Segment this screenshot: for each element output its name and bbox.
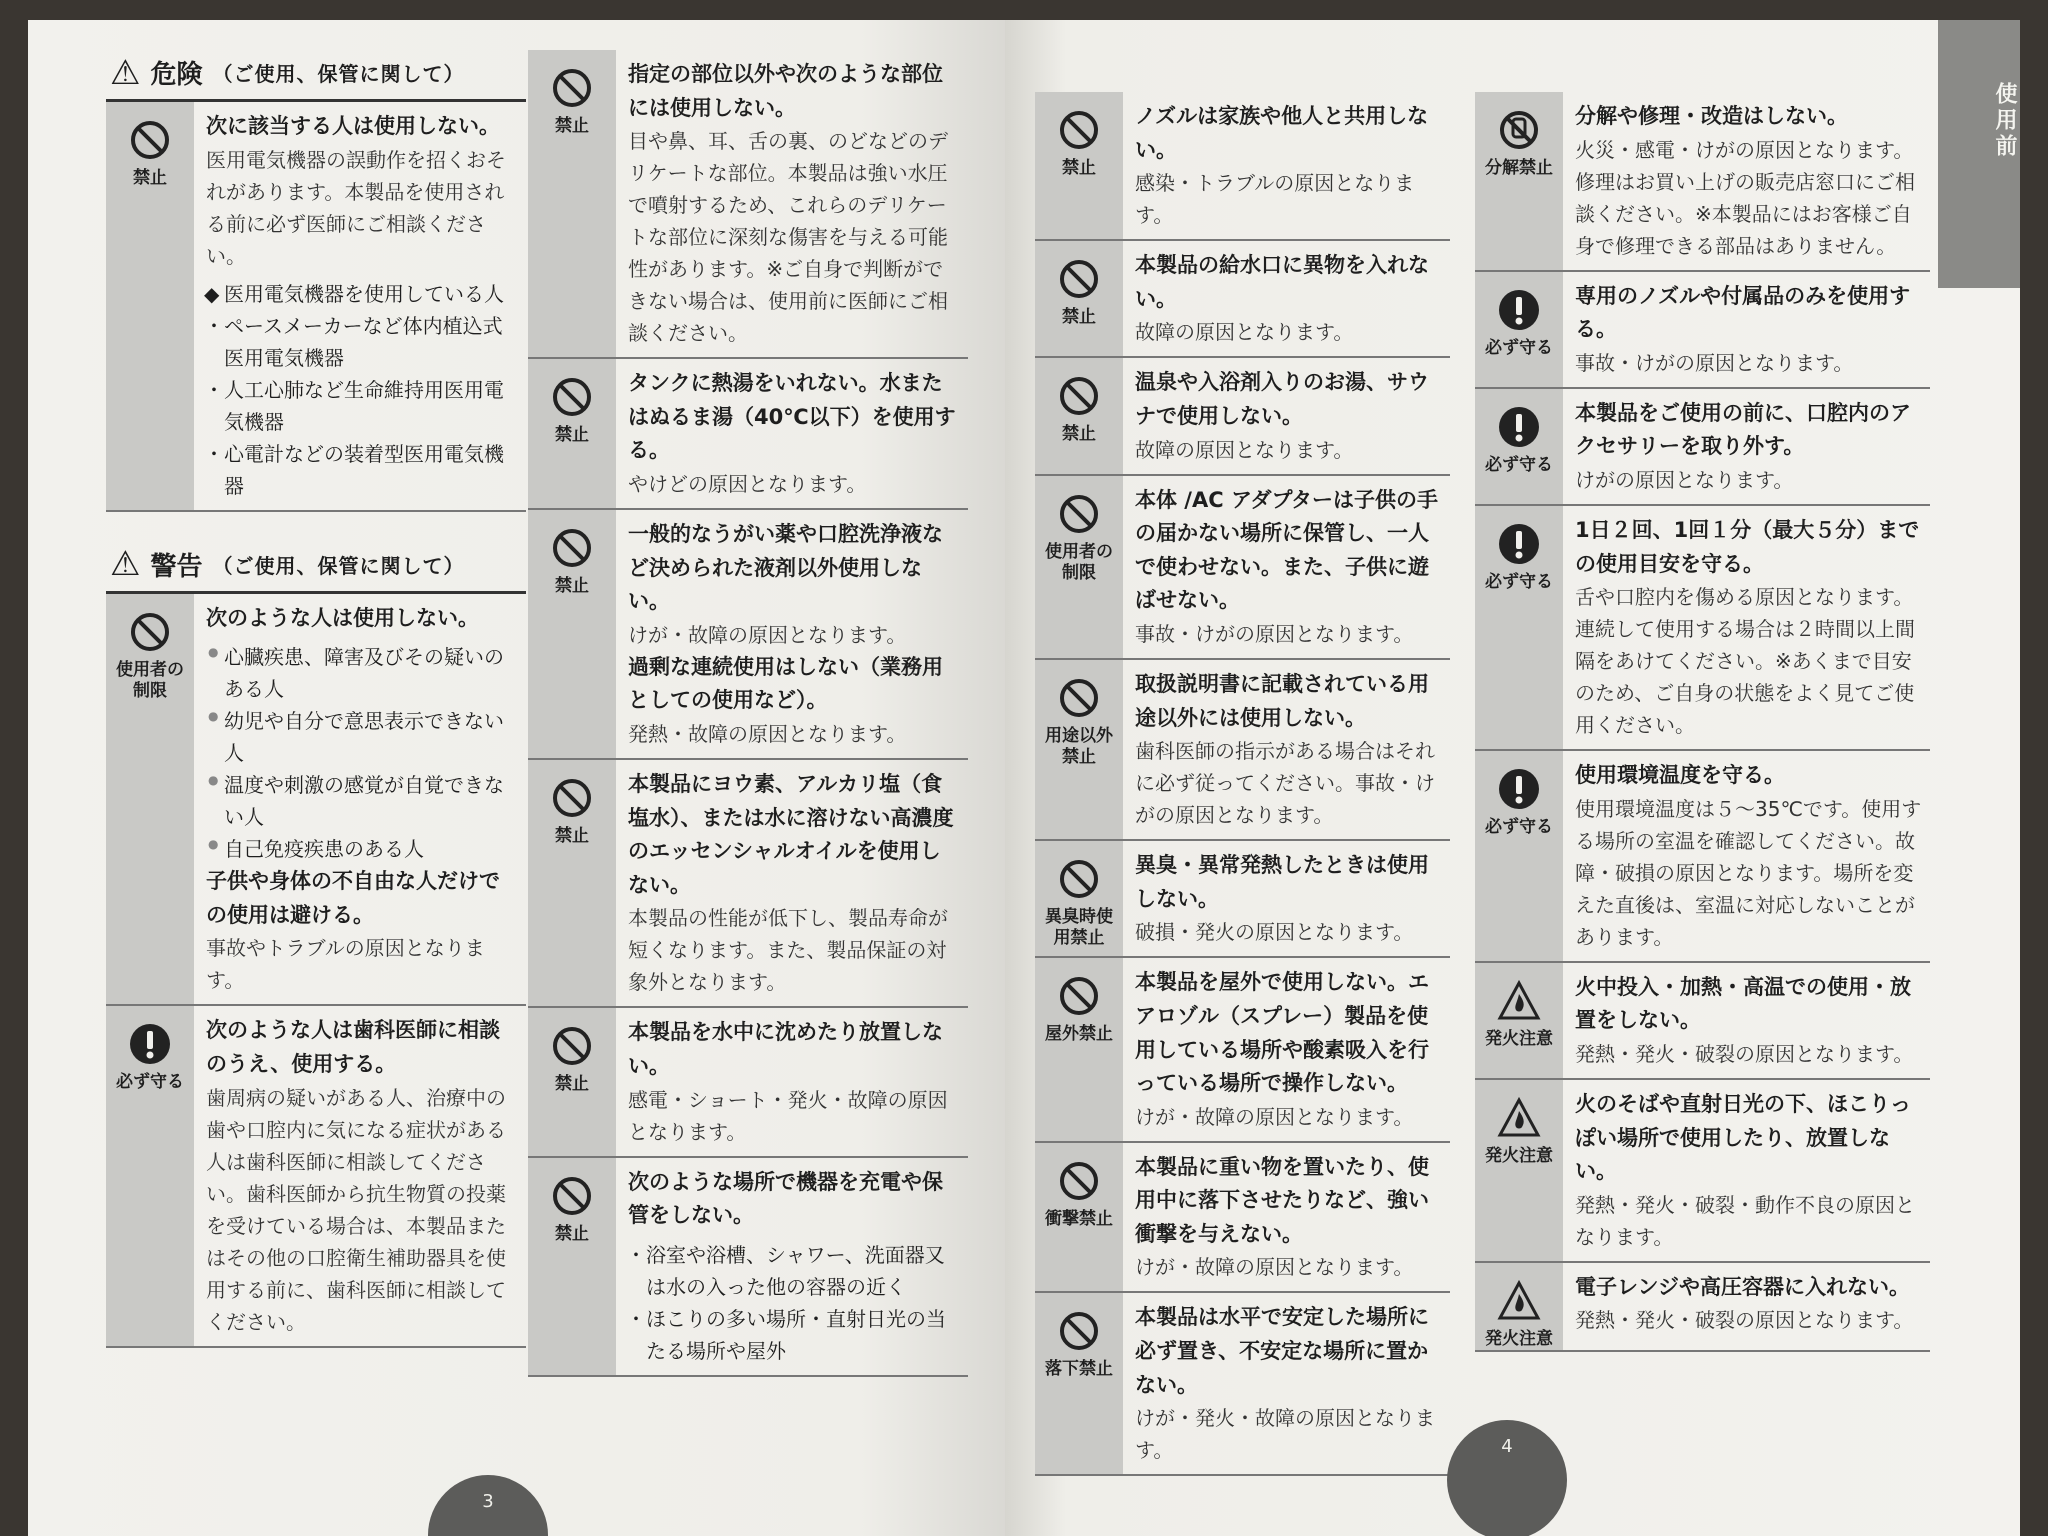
entry-main: 使用環境温度を守る。 bbox=[1575, 763, 1785, 788]
icon-label: 発火注意 bbox=[1485, 1145, 1553, 1166]
entry-detail: 医用電気機器の誤動作を招くおそれがあります。本製品を使用される前に必ず医師にご相談ください。 bbox=[206, 147, 506, 268]
caution-entry bbox=[1035, 92, 1450, 241]
entry-main: 本製品に重い物を置いたり、使用中に落下させたりなど、強い衝撃を与えない。 bbox=[1135, 1154, 1429, 1246]
entry-list bbox=[206, 641, 518, 865]
entry-detail: 事故・けがの原因となります。 bbox=[1135, 621, 1414, 646]
entry-detail: 故障の原因となります。 bbox=[1135, 437, 1354, 462]
entry-detail: 目や鼻、耳、舌の裏、のどなどのデリケートな部位。本製品は強い水圧で噴射するため、これらのデリケートな部位に深刻な傷害を与える可能性があります。※ご自身で判断ができない場合は、使用前に医師にご相談ください。 bbox=[628, 129, 948, 346]
icon-label: 必ず守る bbox=[116, 1072, 184, 1093]
icon-label: 禁止 bbox=[555, 116, 589, 136]
icon-label: 異臭時使用禁止 bbox=[1045, 907, 1113, 949]
entry-list bbox=[206, 278, 518, 502]
list-item: ・ 人工心肺など生命維持用医用電気機器 bbox=[206, 374, 518, 438]
caution-entry bbox=[528, 760, 968, 1008]
entry-detail: 舌や口腔内を傷める原因となります。連続して使用する場合は２時間以上間隔をあけてください。※あくまで目安のため、ご自身の状態をよく見てご使用ください。 bbox=[1575, 585, 1915, 738]
prohibition-icon bbox=[1057, 857, 1101, 901]
side-tab: 使用前 bbox=[1938, 20, 2020, 288]
prohibition-icon bbox=[550, 66, 594, 110]
fire-warning-icon bbox=[1497, 1279, 1541, 1323]
right-column-2 bbox=[1475, 92, 1930, 1352]
entry-detail: 歯周病の疑いがある人、治療中の歯や口腔内に気になる症状がある人は歯科医師に相談してください。歯科医師から抗生物質の投薬を受けている場合は、本製品またはその他の口腔衛生補助器具を使用する前に、歯科医師に相談してください。 bbox=[206, 1085, 506, 1334]
caution-entry bbox=[1035, 358, 1450, 475]
right-column-1 bbox=[1035, 92, 1450, 1476]
icon-label: 落下禁止 bbox=[1045, 1359, 1113, 1380]
caution-entry bbox=[1035, 1143, 1450, 1294]
entry-main: ノズルは家族や他人と共用しない。 bbox=[1135, 104, 1429, 162]
entry-detail: 故障の原因となります。 bbox=[1135, 320, 1354, 345]
list-item: ・ ほこりの多い場所・直射日光の当たる場所や屋外 bbox=[628, 1303, 960, 1367]
prohibition-icon bbox=[1057, 492, 1101, 536]
exclamation-icon bbox=[128, 1022, 172, 1066]
exclamation-icon bbox=[1497, 522, 1541, 566]
icon-label: 必ず守る bbox=[1485, 817, 1553, 838]
exclamation-icon bbox=[1497, 288, 1541, 332]
entry-main: 電子レンジや高圧容器に入れない。 bbox=[1575, 1274, 1910, 1299]
entry-detail-2: 発熱・故障の原因となります。 bbox=[628, 721, 907, 746]
right-page bbox=[1005, 20, 2020, 1536]
prohibition-icon bbox=[1057, 1309, 1101, 1353]
exclamation-icon bbox=[1497, 767, 1541, 811]
entry-main-2: 過剰な連続使用はしない（業務用としての使用など）。 bbox=[628, 654, 943, 713]
caution-entry bbox=[1475, 963, 1930, 1080]
icon-label: 発火注意 bbox=[1485, 1328, 1553, 1349]
entry-main: 本製品を屋外で使用しない。エアロゾル（スプレー）製品を使用している場所や酸素吸入を行っている場所で操作しない。 bbox=[1135, 970, 1429, 1096]
prohibition-icon bbox=[1057, 257, 1101, 301]
prohibition-icon bbox=[1057, 108, 1101, 152]
list-item: ● 心臓疾患、障害及びその疑いのある人 bbox=[206, 641, 518, 705]
entry-detail: けが・故障の原因となります。 bbox=[1135, 1255, 1414, 1280]
entry-main: 本製品を水中に沈めたり放置しない。 bbox=[628, 1020, 943, 1078]
list-item: ● 温度や刺激の感覚が自覚できない人 bbox=[206, 769, 518, 833]
fire-warning-icon bbox=[1497, 979, 1541, 1023]
warning-heading bbox=[106, 542, 526, 594]
entry-detail: 破損・発火の原因となります。 bbox=[1135, 920, 1414, 945]
icon-label: 使用者の制限 bbox=[1045, 541, 1113, 583]
prohibition-icon bbox=[1057, 1159, 1101, 1203]
list-item: ・ 浴室や浴槽、シャワー、洗面器又は水の入った他の容器の近く bbox=[628, 1239, 960, 1303]
entry-main: 本製品の給水口に異物を入れない。 bbox=[1135, 253, 1429, 311]
caution-entry bbox=[528, 510, 968, 760]
danger-entry bbox=[106, 102, 526, 512]
icon-label: 禁止 bbox=[555, 825, 589, 846]
caution-entry bbox=[1475, 1263, 1930, 1352]
prohibition-icon bbox=[128, 118, 172, 162]
icon-label: 禁止 bbox=[1062, 158, 1096, 178]
icon-label: 屋外禁止 bbox=[1045, 1024, 1113, 1045]
entry-main: 本製品は水平で安定した場所に必ず置き、不安定な場所に置かない。 bbox=[1135, 1305, 1429, 1397]
entry-detail: 本製品の性能が低下し、製品寿命が短くなります。また、製品保証の対象外となります。 bbox=[628, 906, 948, 995]
entry-main: 本体 /AC アダプターは子供の手の届かない場所に保管し、一人で使わせない。また、子供に遊ばせない。 bbox=[1135, 487, 1439, 613]
entry-detail: けが・発火・故障の原因となります。 bbox=[1135, 1406, 1435, 1463]
list-item: ・ ペースメーカーなど体内植込式医用電気機器 bbox=[206, 310, 518, 374]
exclamation-icon bbox=[1497, 405, 1541, 449]
left-column-2 bbox=[528, 50, 968, 1377]
entry-main: 次に該当する人は使用しない。 bbox=[206, 114, 500, 138]
entry-main: 分解や修理・改造はしない。 bbox=[1575, 104, 1848, 128]
prohibition-icon bbox=[1057, 974, 1101, 1018]
entry-detail: 事故やトラブルの原因となります。 bbox=[206, 936, 485, 993]
entry-detail: 発熱・発火・破裂・動作不良の原因となります。 bbox=[1575, 1192, 1915, 1249]
icon-label: 必ず守る bbox=[1485, 571, 1553, 592]
caution-entry bbox=[1035, 241, 1450, 358]
entry-main: 専用のノズルや付属品のみを使用する。 bbox=[1575, 283, 1911, 342]
entry-detail: やけどの原因となります。 bbox=[628, 471, 867, 496]
prohibition-icon bbox=[550, 1174, 594, 1218]
fire-warning-icon bbox=[1497, 1096, 1541, 1140]
icon-label: 衝撃禁止 bbox=[1045, 1208, 1113, 1229]
prohibition-icon bbox=[550, 776, 594, 820]
icon-label: 禁止 bbox=[133, 168, 167, 188]
caution-entry bbox=[1035, 958, 1450, 1142]
icon-label: 禁止 bbox=[1062, 307, 1096, 328]
entry-main: 1日２回、1回１分（最大５分）までの使用目安を守る。 bbox=[1575, 517, 1920, 576]
warning-entry bbox=[106, 594, 526, 1007]
danger-heading bbox=[106, 50, 526, 102]
entry-main: 次のような人は歯科医師に相談のうえ、使用する。 bbox=[206, 1018, 500, 1076]
caution-entry bbox=[1475, 389, 1930, 506]
entry-detail: 発熱・発火・破裂の原因となります。 bbox=[1575, 1308, 1914, 1333]
warning-title: 警告 bbox=[150, 551, 203, 582]
list-item: ・ 心電計などの装着型医用電気機器 bbox=[206, 438, 518, 502]
no-disassembly-icon bbox=[1497, 108, 1541, 152]
entry-main: 指定の部位以外や次のような部位には使用しない。 bbox=[628, 62, 943, 120]
warning-triangle-icon: ⚠ bbox=[110, 52, 141, 93]
icon-label: 禁止 bbox=[555, 1223, 589, 1244]
entry-detail: けがの原因となります。 bbox=[1575, 467, 1794, 492]
entry-detail: 歯科医師の指示がある場合はそれに必ず従ってください。事故・けがの原因となります。 bbox=[1135, 739, 1435, 828]
icon-label: 必ず守る bbox=[1485, 337, 1553, 358]
prohibition-icon bbox=[1057, 374, 1101, 418]
entry-main: 本製品にヨウ素、アルカリ塩（食塩水）、または水に溶けない高濃度のエッセンシャルオイルを使用しない。 bbox=[628, 771, 954, 897]
entry-main: 火中投入・加熱・高温での使用・放置をしない。 bbox=[1575, 974, 1911, 1033]
icon-label: 禁止 bbox=[555, 1074, 589, 1095]
entry-main: 本製品をご使用の前に、口腔内のアクセサリーを取り外す。 bbox=[1575, 400, 1911, 459]
left-page bbox=[28, 20, 1008, 1536]
entry-detail: けが・故障の原因となります。 bbox=[1135, 1104, 1414, 1129]
caution-entry bbox=[528, 50, 968, 359]
warning-entry bbox=[106, 1006, 526, 1347]
caution-entry bbox=[1475, 751, 1930, 963]
icon-label: 禁止 bbox=[555, 575, 589, 596]
entry-detail: けが・故障の原因となります。 bbox=[628, 622, 907, 647]
caution-entry bbox=[1475, 92, 1930, 272]
icon-label: 禁止 bbox=[555, 425, 589, 446]
entry-detail: 使用環境温度は５～35℃です。使用する場所の室温を確認してください。故障・破損の原因となります。場所を変えた直後は、室温に対応しないことがあります。 bbox=[1575, 796, 1922, 949]
icon-label: 用途以外禁止 bbox=[1045, 725, 1113, 768]
caution-entry bbox=[528, 1158, 968, 1377]
icon-label: 禁止 bbox=[1062, 424, 1096, 445]
left-column-1 bbox=[106, 50, 526, 1348]
entry-detail: 火災・感電・けがの原因となります。修理はお買い上げの販売店窓口にご相談ください。※本製品にはお客様ご自身で修理できる部品はありません。 bbox=[1575, 137, 1915, 258]
caution-entry bbox=[528, 1008, 968, 1157]
list-item: ◆ 医用電気機器を使用している人 bbox=[206, 278, 518, 310]
danger-title: 危険 bbox=[150, 60, 203, 90]
page-number: 3 bbox=[428, 1475, 548, 1536]
caution-entry bbox=[1475, 1080, 1930, 1263]
list-item: ● 幼児や自分で意思表示できない人 bbox=[206, 705, 518, 769]
prohibition-icon bbox=[550, 526, 594, 570]
danger-subtitle: （ご使用、保管に関して） bbox=[212, 62, 465, 86]
prohibition-icon bbox=[1057, 676, 1101, 720]
icon-label: 使用者の制限 bbox=[116, 659, 184, 701]
icon-label: 必ず守る bbox=[1485, 454, 1553, 475]
entry-main: 異臭・異常発熱したときは使用しない。 bbox=[1135, 853, 1429, 911]
prohibition-icon bbox=[550, 1024, 594, 1068]
caution-entry bbox=[1475, 272, 1930, 389]
entry-list bbox=[628, 1239, 960, 1367]
entry-main-2: 子供や身体の不自由な人だけでの使用は避ける。 bbox=[206, 869, 500, 927]
entry-main: 一般的なうがい薬や口腔洗浄液など決められた液剤以外使用しない。 bbox=[628, 521, 943, 614]
warning-triangle-icon: ⚠ bbox=[110, 544, 141, 585]
caution-entry bbox=[528, 359, 968, 510]
entry-main: 温泉や入浴剤入りのお湯、サウナで使用しない。 bbox=[1135, 370, 1429, 428]
entry-detail: 感染・トラブルの原因となります。 bbox=[1135, 171, 1415, 228]
prohibition-icon bbox=[550, 375, 594, 419]
entry-main: 次のような人は使用しない。 bbox=[206, 605, 479, 630]
page-number: 4 bbox=[1447, 1420, 1567, 1536]
prohibition-icon bbox=[128, 610, 172, 654]
entry-detail: 感電・ショート・発火・故障の原因となります。 bbox=[628, 1087, 948, 1144]
icon-label: 分解禁止 bbox=[1485, 158, 1553, 178]
icon-label: 発火注意 bbox=[1485, 1028, 1553, 1049]
warning-subtitle: （ご使用、保管に関して） bbox=[212, 553, 465, 578]
entry-detail: 事故・けがの原因となります。 bbox=[1575, 350, 1854, 375]
caution-entry bbox=[1035, 660, 1450, 841]
caution-entry bbox=[1475, 506, 1930, 751]
caution-entry bbox=[1035, 841, 1450, 958]
entry-main: 取扱説明書に記載されている用途以外には使用しない。 bbox=[1135, 671, 1429, 730]
caution-entry bbox=[1035, 1293, 1450, 1476]
entry-main: 次のような場所で機器を充電や保管をしない。 bbox=[628, 1169, 943, 1228]
entry-main: タンクに熱湯をいれない。水またはぬるま湯（40℃以下）を使用する。 bbox=[628, 371, 956, 463]
entry-main: 火のそばや直射日光の下、ほこりっぽい場所で使用したり、放置しない。 bbox=[1575, 1091, 1911, 1184]
list-item: ● 自己免疫疾患のある人 bbox=[206, 833, 518, 865]
caution-entry bbox=[1035, 476, 1450, 660]
entry-detail: 発熱・発火・破裂の原因となります。 bbox=[1575, 1041, 1914, 1066]
